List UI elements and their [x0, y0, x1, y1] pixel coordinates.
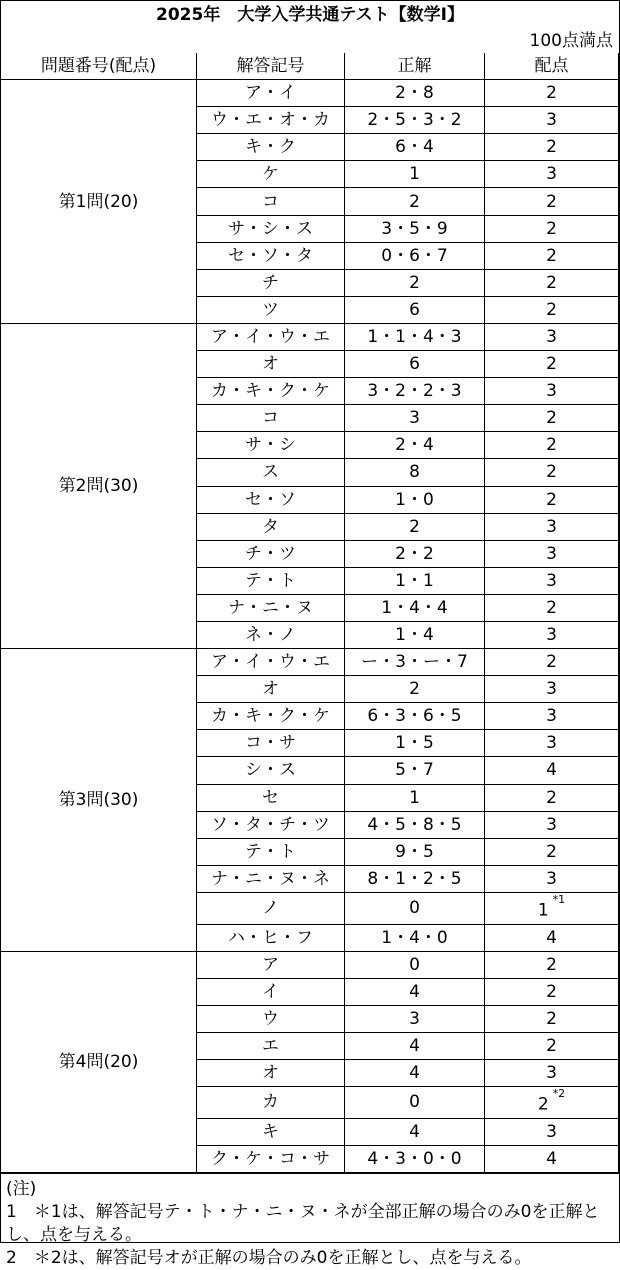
score-cell: [485, 1060, 619, 1087]
score-cell: [485, 951, 619, 978]
table-row: [1, 80, 619, 107]
score-value: 3: [546, 110, 557, 131]
score-value: 2: [546, 218, 557, 239]
score-value: 2: [546, 787, 557, 808]
correct-answer: 6: [345, 351, 485, 378]
answer-symbol: エ: [197, 1032, 345, 1059]
answer-symbol: キ・ク: [197, 134, 345, 161]
footnote-mark: *2: [552, 1087, 566, 1101]
table-row: [1, 323, 619, 350]
correct-answer: 0: [345, 1087, 485, 1119]
score-value: 3: [546, 381, 557, 402]
score-value: 3: [546, 679, 557, 700]
score-cell: [485, 1087, 619, 1119]
correct-answer: 2・8: [345, 80, 485, 107]
correct-answer: 4: [345, 1118, 485, 1145]
answer-symbol: コ: [197, 188, 345, 215]
score-value: 3: [546, 570, 557, 591]
answer-symbol: セ・ソ: [197, 486, 345, 513]
score-cell: [485, 567, 619, 594]
answer-symbol: タ: [197, 513, 345, 540]
correct-answer: 2: [345, 269, 485, 296]
score-value: 4: [546, 760, 557, 781]
score-value: 3: [546, 543, 557, 564]
score-value: 3: [546, 625, 557, 646]
score-value: 3: [546, 706, 557, 727]
answer-symbol: ク・ケ・コ・サ: [197, 1145, 345, 1172]
score-cell: [485, 1118, 619, 1145]
footnote-mark: *1: [552, 892, 566, 906]
correct-answer: 2・2: [345, 540, 485, 567]
answer-symbol: セ: [197, 784, 345, 811]
score-cell: [485, 865, 619, 892]
score-value: 2: [546, 954, 557, 975]
answer-symbol: ナ・ニ・ヌ・ネ: [197, 865, 345, 892]
score-cell: [485, 649, 619, 676]
answer-symbol: ツ: [197, 296, 345, 323]
answer-symbol: チ: [197, 269, 345, 296]
answer-symbol: カ・キ・ク・ケ: [197, 378, 345, 405]
notes-heading: (注): [6, 1178, 37, 1199]
correct-answer: 3・5・9: [345, 215, 485, 242]
answer-symbol: ソ・タ・チ・ツ: [197, 811, 345, 838]
score-value: 2: [546, 981, 557, 1002]
score-cell: [485, 1005, 619, 1032]
correct-answer: 2: [345, 513, 485, 540]
score-value: 3: [546, 1121, 557, 1142]
answer-symbol: オ: [197, 351, 345, 378]
score-value: 2: [546, 1008, 557, 1029]
answer-symbol: ウ・エ・オ・カ: [197, 107, 345, 134]
score-cell: [485, 924, 619, 951]
correct-answer: 2・5・3・2: [345, 107, 485, 134]
score-value: 2: [546, 299, 557, 320]
answer-symbol: セ・ソ・タ: [197, 242, 345, 269]
correct-answer: 4: [345, 978, 485, 1005]
note-item: 1 ＊1は、解答記号テ・ト・ナ・ニ・ヌ・ネが全部正解の場合のみ0を正解とし、点を与える。: [6, 1201, 600, 1245]
page-title: 2025年 大学入学共通テスト【数学I】: [156, 5, 464, 25]
score-value: 3: [546, 516, 557, 537]
score-value: 3: [546, 326, 557, 347]
correct-answer: 2: [345, 188, 485, 215]
score-cell: [485, 107, 619, 134]
correct-answer: 1・4: [345, 621, 485, 648]
correct-answer: 3・2・2・3: [345, 378, 485, 405]
correct-answer: 1: [345, 161, 485, 188]
answer-symbol: テ・ト: [197, 567, 345, 594]
answer-symbol: ア: [197, 951, 345, 978]
score-value: 1: [537, 900, 549, 921]
score-cell: [485, 242, 619, 269]
answer-symbol: ス: [197, 459, 345, 486]
answer-symbol: キ: [197, 1118, 345, 1145]
score-value: 2: [546, 597, 557, 618]
score-value: 4: [546, 1148, 557, 1169]
score-value: 2: [546, 489, 557, 510]
answer-symbol: サ・シ: [197, 432, 345, 459]
question-label: 第3問(30): [1, 649, 197, 952]
correct-answer: 6・3・6・5: [345, 703, 485, 730]
score-value: 2: [546, 354, 557, 375]
score-cell: [485, 757, 619, 784]
answer-symbol: カ・キ・ク・ケ: [197, 703, 345, 730]
score-cell: [485, 1032, 619, 1059]
answer-symbol: ナ・ニ・ヌ: [197, 594, 345, 621]
answer-symbol: ハ・ヒ・フ: [197, 924, 345, 951]
score-cell: [485, 378, 619, 405]
correct-answer: 2: [345, 676, 485, 703]
question-label: 第1問(20): [1, 80, 197, 324]
score-value: 3: [546, 1063, 557, 1084]
correct-answer: 4: [345, 1060, 485, 1087]
answer-symbol: オ: [197, 1060, 345, 1087]
answer-symbol: テ・ト: [197, 838, 345, 865]
score-value: 2: [546, 272, 557, 293]
correct-answer: 4: [345, 1032, 485, 1059]
question-label: 第4問(20): [1, 951, 197, 1172]
score-value: 3: [546, 733, 557, 754]
score-cell: [485, 513, 619, 540]
correct-answer: 0・6・7: [345, 242, 485, 269]
answer-symbol: ケ: [197, 161, 345, 188]
score-value: 2: [546, 245, 557, 266]
answer-symbol: コ・サ: [197, 730, 345, 757]
table-header-row: [1, 53, 619, 80]
correct-answer: 5・7: [345, 757, 485, 784]
score-cell: [485, 978, 619, 1005]
score-cell: [485, 161, 619, 188]
correct-answer: 0: [345, 951, 485, 978]
table-row: [1, 649, 619, 676]
score-cell: [485, 296, 619, 323]
score-cell: [485, 838, 619, 865]
score-cell: [485, 811, 619, 838]
score-cell: [485, 486, 619, 513]
score-cell: [485, 351, 619, 378]
answer-symbol: オ: [197, 676, 345, 703]
question-label: 第2問(30): [1, 323, 197, 648]
score-cell: [485, 892, 619, 924]
score-cell: [485, 188, 619, 215]
correct-answer: 1・4・4: [345, 594, 485, 621]
correct-answer: 4・3・0・0: [345, 1145, 485, 1172]
correct-answer: 4・5・8・5: [345, 811, 485, 838]
correct-answer: 8: [345, 459, 485, 486]
score-value: 4: [546, 927, 557, 948]
score-cell: [485, 80, 619, 107]
score-value: 2: [546, 408, 557, 429]
score-value: 2: [546, 841, 557, 862]
score-cell: [485, 215, 619, 242]
correct-answer: 1・0: [345, 486, 485, 513]
correct-answer: 1・1・4・3: [345, 323, 485, 350]
answer-table: [0, 53, 619, 1173]
score-value: 2: [546, 462, 557, 483]
correct-answer: 1・4・0: [345, 924, 485, 951]
score-value: 3: [546, 868, 557, 889]
correct-answer: 2・4: [345, 432, 485, 459]
score-cell: [485, 405, 619, 432]
score-value: 2: [546, 652, 557, 673]
score-cell: [485, 594, 619, 621]
correct-answer: 1・5: [345, 730, 485, 757]
notes: [1, 1173, 619, 1270]
answer-symbol: ウ: [197, 1005, 345, 1032]
answer-symbol: ア・イ・ウ・エ: [197, 649, 345, 676]
answer-symbol: カ: [197, 1087, 345, 1119]
correct-answer: 6・4: [345, 134, 485, 161]
correct-answer: 1・1: [345, 567, 485, 594]
score-cell: [485, 621, 619, 648]
score-cell: [485, 134, 619, 161]
table-body: [1, 80, 619, 1173]
score-cell: [485, 459, 619, 486]
answer-symbol: コ: [197, 405, 345, 432]
score-cell: [485, 432, 619, 459]
header-score: 配点: [485, 53, 619, 80]
score-value: 2: [537, 1094, 549, 1115]
score-value: 2: [546, 191, 557, 212]
correct-answer: 3: [345, 1005, 485, 1032]
score-cell: [485, 730, 619, 757]
score-cell: [485, 784, 619, 811]
score-cell: [485, 676, 619, 703]
answer-symbol: ア・イ・ウ・エ: [197, 323, 345, 350]
correct-answer: 1: [345, 784, 485, 811]
answer-symbol: ネ・ノ: [197, 621, 345, 648]
score-cell: [485, 703, 619, 730]
correct-answer: 0: [345, 892, 485, 924]
score-value: 2: [546, 435, 557, 456]
correct-answer: ー・3・ー・7: [345, 649, 485, 676]
score-value: 2: [546, 1035, 557, 1056]
header-symbol: 解答記号: [197, 53, 345, 80]
answer-symbol: ノ: [197, 892, 345, 924]
score-cell: [485, 323, 619, 350]
score-cell: [485, 1145, 619, 1172]
score-value: 2: [546, 83, 557, 104]
header-answer: 正解: [345, 53, 485, 80]
answer-symbol: シ・ス: [197, 757, 345, 784]
correct-answer: 6: [345, 296, 485, 323]
score-value: 3: [546, 814, 557, 835]
score-value: 2: [546, 137, 557, 158]
header-question: 問題番号(配点): [1, 53, 197, 80]
score-cell: [485, 540, 619, 567]
correct-answer: 9・5: [345, 838, 485, 865]
correct-answer: 3: [345, 405, 485, 432]
correct-answer: 8・1・2・5: [345, 865, 485, 892]
answer-symbol: チ・ツ: [197, 540, 345, 567]
answer-symbol: ア・イ: [197, 80, 345, 107]
total-points: 100点満点: [529, 31, 613, 51]
score-value: 3: [546, 164, 557, 185]
note-item: 2 ＊2は、解答記号オが正解の場合のみ0を正解とし、点を与える。: [6, 1247, 532, 1268]
table-row: [1, 951, 619, 978]
answer-symbol: イ: [197, 978, 345, 1005]
score-cell: [485, 269, 619, 296]
answer-symbol: サ・シ・ス: [197, 215, 345, 242]
